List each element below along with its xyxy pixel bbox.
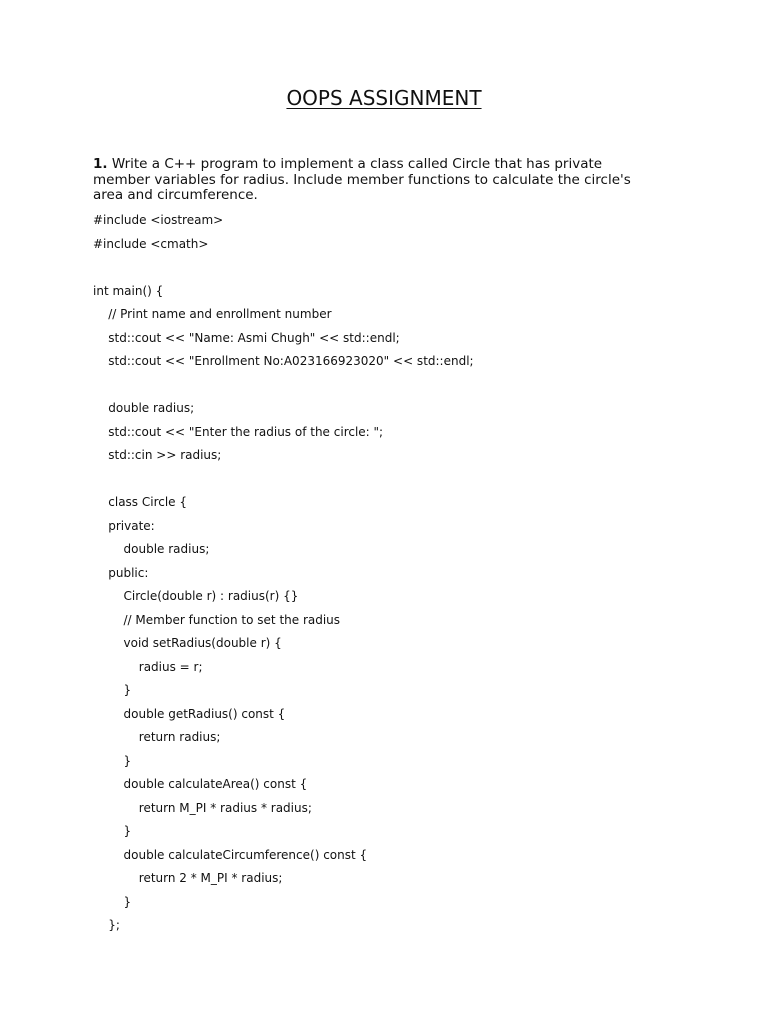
code-line: // Member function to set the radius <box>93 612 341 627</box>
code-line: Circle(double r) : radius(r) {} <box>93 589 299 603</box>
code-line: return radius; <box>93 730 221 744</box>
question-number: 1. <box>93 156 108 172</box>
code-line: double getRadius() const { <box>93 706 286 721</box>
question-text: Write a C++ program to implement a class called Circle that has private member variables for radius. Include member functions to calculate the circle's area and circumference. <box>93 156 631 203</box>
code-line: } <box>93 894 132 909</box>
code-line: return M_PI * radius * radius; <box>93 800 312 815</box>
code-line: #include <iostream> <box>93 213 224 227</box>
code-line: // Print name and enrollment number <box>93 307 332 321</box>
code-line: std::cout << "Name: Asmi Chugh" << std::endl; <box>93 330 400 345</box>
code-line: double calculateArea() const { <box>93 777 308 791</box>
code-line: std::cout << "Enter the radius of the circle: "; <box>93 424 384 439</box>
code-line: } <box>93 683 132 697</box>
question-1 <box>93 157 653 204</box>
code-line: double radius; <box>93 401 195 415</box>
code-line: private: <box>93 518 155 533</box>
code-line: std::cout << "Enrollment No:A023166923020" << std::endl; <box>93 354 474 368</box>
code-line: radius = r; <box>93 659 203 674</box>
code-line: }; <box>93 918 120 932</box>
code-line: void setRadius(double r) { <box>93 636 282 650</box>
code-line: } <box>93 824 132 838</box>
code-line: return 2 * M_PI * radius; <box>93 871 283 885</box>
document-title <box>0 86 768 110</box>
code-line: int main() { <box>93 283 164 298</box>
code-line: #include <cmath> <box>93 236 209 251</box>
code-line: public: <box>93 565 149 580</box>
code-line: double calculateCircumference() const { <box>93 847 368 862</box>
code-line: } <box>93 753 132 768</box>
document-title-text: OOPS ASSIGNMENT <box>286 86 482 110</box>
code-line: class Circle { <box>93 495 188 509</box>
code-line: double radius; <box>93 542 210 556</box>
code-line: std::cin >> radius; <box>93 448 222 462</box>
